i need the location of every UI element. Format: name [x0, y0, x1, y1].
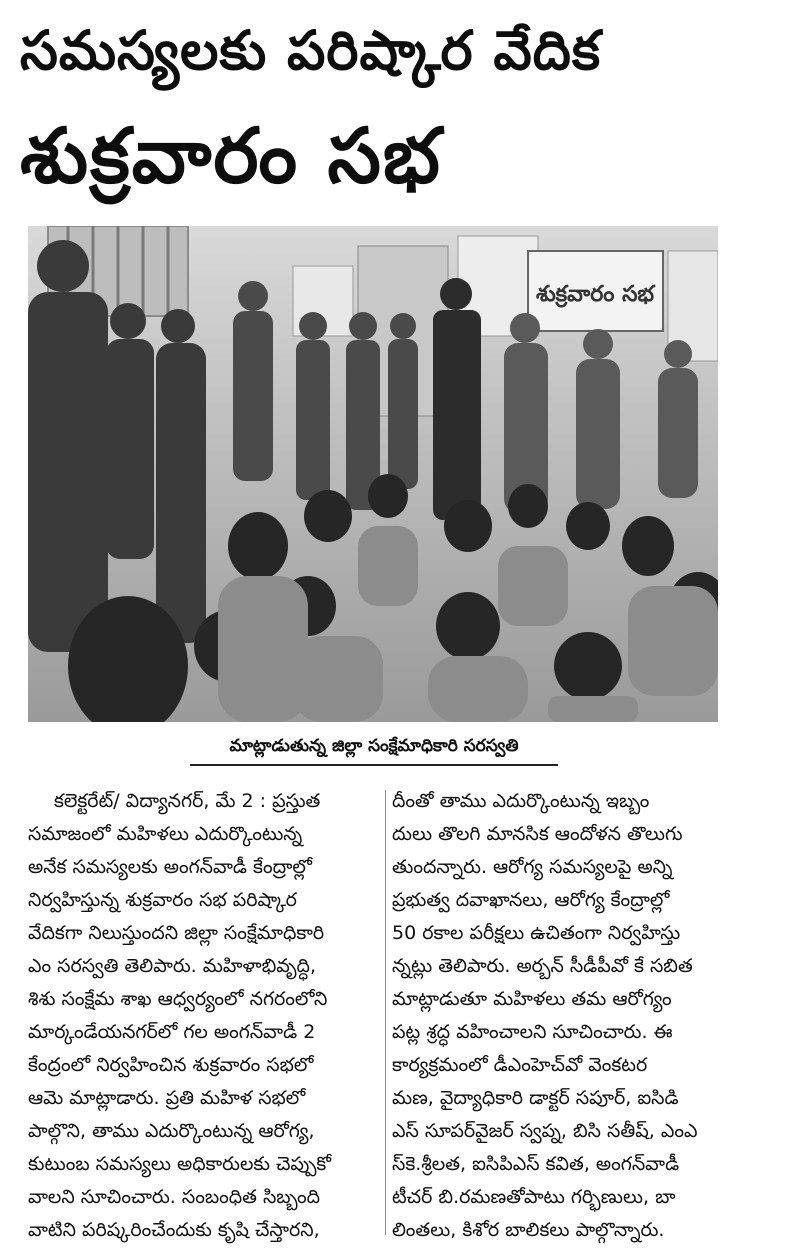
article-body-left-column: [28, 785, 380, 1247]
article-body-right-column: [392, 785, 718, 1247]
photo-illustration: [28, 226, 718, 722]
body-line: ప్రభుత్వ దవాఖానలు, ఆరోగ్య కేంద్రాల్లో: [392, 889, 670, 911]
body-line: పాల్గొని, తాము ఎదుర్కొంటున్న ఆరోగ్య,: [28, 1120, 315, 1142]
body-line: కార్యక్రమంలో డీఎంహెచ్‌వో వెంకటర: [392, 1054, 648, 1076]
headline-line-2: శుక్రవారం సభ: [20, 111, 442, 200]
body-line: పట్ల శ్రద్ధ వహించాలని సూచించారు. ఈ: [392, 1021, 673, 1043]
body-line: వాలని సూచించారు. సంబంధిత సిబ్బంది: [28, 1186, 321, 1208]
body-line: తుందన్నారు. ఆరోగ్య సమస్యలపై అన్ని: [392, 856, 673, 878]
body-line: మాట్లాడుతూ మహిళలు తమ ఆరోగ్యం: [392, 988, 672, 1010]
article-photo: [28, 226, 718, 722]
body-line: శిశు సంక్షేమ శాఖ ఆధ్వర్యంలో నగరంలోని: [28, 988, 328, 1010]
body-line: వాటిని పరిష్కరించేందుకు కృషి చేస్తారని,: [28, 1219, 320, 1241]
body-line: కుటుంబ సమస్యలు అధికారులకు చెప్పుకో: [28, 1153, 332, 1175]
body-line: స్‌కె.శ్రీలత, ఐసిపిఎస్ కవిత, అంగన్‌వాడీ: [392, 1153, 680, 1175]
body-line: మార్కండేయనగర్‌లో గల అంగన్‌వాడీ 2: [28, 1021, 316, 1043]
body-line: న్నట్లు తెలిపారు. అర్బన్ సీడీపీవో కే సబిత: [392, 955, 693, 977]
body-line: ఆమె మాట్లాడారు. ప్రతి మహిళ సభలో: [28, 1087, 306, 1109]
body-line: దీంతో తాము ఎదుర్కొంటున్న ఇబ్బం: [392, 790, 650, 812]
body-line: కలెక్టరేట్/ విద్యానగర్, మే 2 : ప్రస్తుత: [54, 790, 321, 812]
body-line: లింతలు, కిశోర బాలికలు పాల్గొన్నారు.: [392, 1219, 665, 1241]
body-line: కేంద్రంలో నిర్వహించిన శుక్రవారం సభలో: [28, 1054, 314, 1076]
body-line: అనేక సమస్యలకు అంగన్‌వాడీ కేంద్రాల్లో: [28, 856, 312, 878]
body-line: 50 రకాల పరీక్షలు ఉచితంగా నిర్వహిస్తు: [392, 922, 681, 944]
banner-text: శుక్రవారం సభ: [535, 282, 655, 307]
body-line: ఎం సరస్వతి తెలిపారు. మహిళాభివృద్ధి,: [28, 955, 316, 977]
headline-line-1: సమస్యలకు పరిష్కార వేదిక: [20, 19, 602, 82]
body-line: నిర్వహిస్తున్న శుక్రవారం సభ పరిష్కార: [28, 889, 297, 911]
body-line: వేదికగా నిలుస్తుందని జిల్లా సంక్షేమాధికారి: [28, 922, 325, 944]
photo-caption: మాట్లాడుతున్న జిల్లా సంక్షేమాధికారి సరస్వతి: [190, 736, 558, 766]
column-divider: [385, 790, 386, 1235]
body-line: ఎస్ సూపర్‌వైజర్ స్వప్న, బిసి సతీష్, ఎంఎ: [392, 1120, 698, 1142]
body-line: టీచర్ బి.రమణతోపాటు గర్భిణులు, బా: [392, 1186, 676, 1208]
body-line: దులు తొలగి మానసిక ఆందోళన తొలుగు: [392, 823, 683, 845]
body-line: సమాజంలో మహిళలు ఎదుర్కొంటున్న: [28, 823, 303, 845]
body-line: మణ, వైద్యాధికారి డాక్టర్ సపూర్, ఐసిడి: [392, 1087, 679, 1109]
